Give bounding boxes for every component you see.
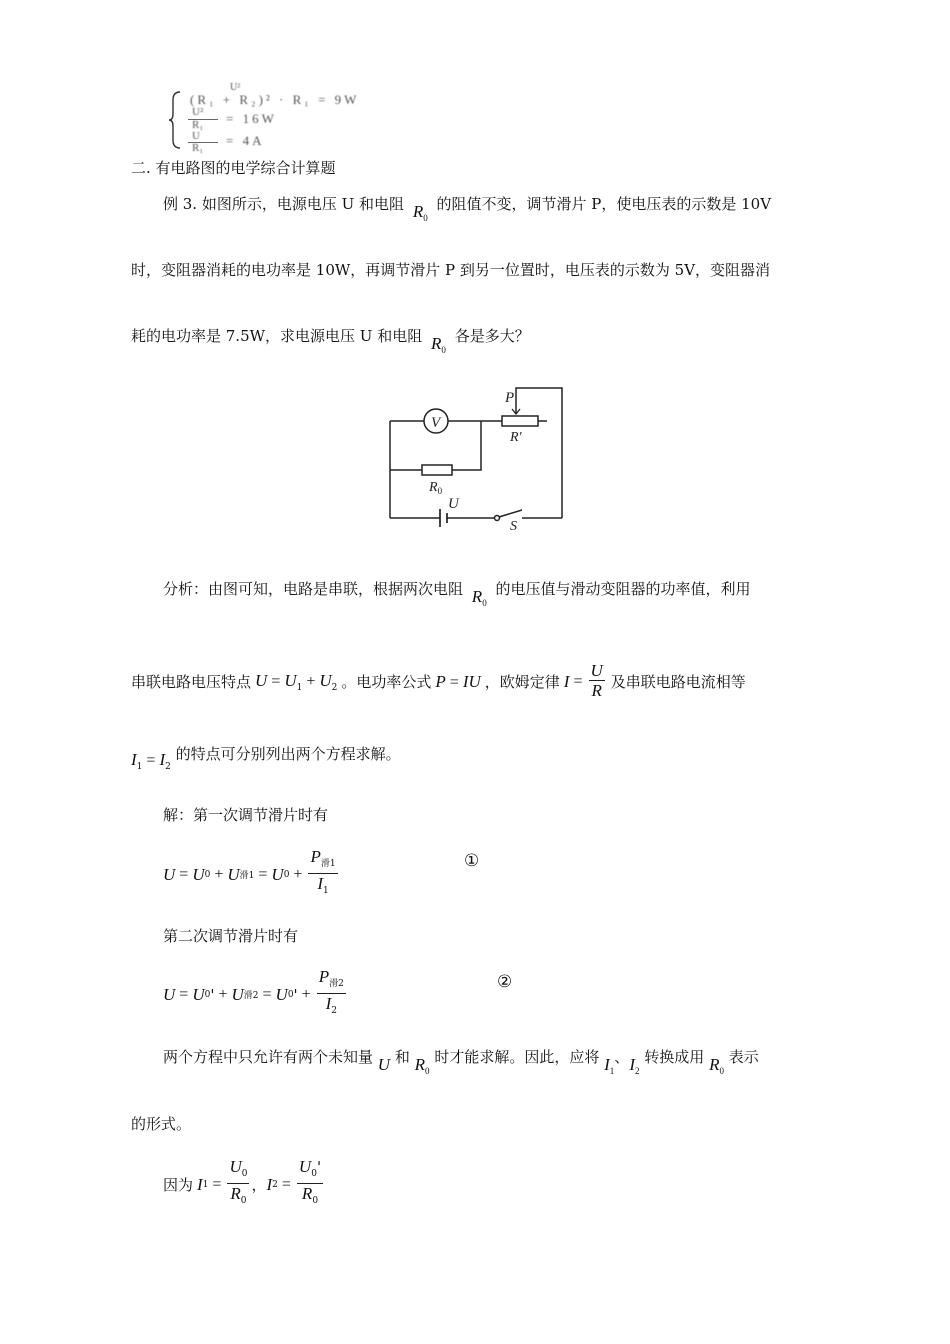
solution-second: 第二次调节滑片时有 — [163, 927, 299, 945]
resistor-R0-icon — [422, 465, 452, 475]
example-line-1 — [163, 193, 772, 223]
section-heading: 二. 有电路图的电学综合计算题 — [131, 159, 336, 177]
form-line: 的形式。 — [131, 1115, 192, 1133]
eq3-den: R₁ — [192, 142, 204, 154]
formula-current-equal: $I_1 = I_2$ — [131, 750, 171, 772]
var-R0: $R_0$ — [431, 334, 446, 355]
analysis-text-2d: 及串联电路电流相等 — [610, 673, 746, 691]
analysis-text-2c: ，欧姆定律 — [484, 673, 560, 691]
label-U: U — [448, 496, 459, 512]
analysis-text-2a: 串联电路电压特点 — [131, 673, 252, 691]
circuit-diagram — [382, 383, 582, 533]
var-R0: $R_0$ — [412, 202, 428, 223]
analysis-line-3 — [131, 743, 401, 772]
example-line-2: 时，变阻器消耗的电功率是 10W，再调节滑片 P 到另一位置时，电压表的示数为 5V，变阻器消 — [131, 261, 771, 279]
wire-mid-right — [452, 421, 481, 470]
analysis-text-3: 的特点可分别列出两个方程求解。 — [175, 745, 401, 763]
eq2-num: U² — [192, 106, 204, 118]
analysis-text-1a: 分析：由图可知，电路是串联，根据两次电阻 — [163, 580, 464, 598]
label-V: V — [431, 415, 441, 431]
equation-2: U = U 0 ' + U 滑2 = U 0 ' + $\frac{P_{滑2}}{I_2}$ — [163, 967, 344, 1016]
switch-icon — [495, 516, 500, 521]
example-text-1b: 的阻值不变，调节滑片 P，使电压表的示数是 10V — [436, 195, 772, 213]
eq2-den: R₁ — [192, 119, 204, 131]
rheostat-icon — [502, 416, 538, 426]
equation-1: U = U 0 + U 滑1 = U 0 + $\frac{P_{滑1}}{I_1}$ — [163, 847, 336, 896]
example-line-3 — [131, 325, 530, 355]
wire-slider-top — [516, 388, 562, 518]
label-R0: $R_0$ — [429, 480, 443, 496]
eq1-sup: U² — [230, 82, 241, 93]
formula-power: P = IU — [435, 671, 481, 691]
formula-series-voltage: $U = U_1 + U_2$ — [255, 670, 338, 693]
solution-intro: 解：第一次调节滑片时有 — [163, 806, 329, 824]
label-Rprime: R' — [510, 430, 522, 445]
example-text-1a: 例 3. 如图所示，电源电压 U 和电阻 — [163, 195, 405, 213]
marker-2: ② — [497, 972, 513, 992]
eq1: (R₁ + R₂)² · R₁ = 9W — [190, 92, 360, 107]
eq2-rhs: = 16W — [226, 111, 277, 126]
formula-ohm: I = $\frac{U}{R}$ — [563, 661, 603, 700]
brace-icon — [168, 90, 182, 150]
label-S: S — [510, 519, 517, 533]
analysis-line-1 — [163, 578, 751, 608]
marker-1: ① — [464, 851, 480, 871]
example-text-3b: 各是多大？ — [454, 327, 530, 345]
analysis-text-1b: 的电压值与滑动变阻器的功率值，利用 — [495, 580, 751, 598]
battery-icon — [440, 509, 447, 527]
analysis-text-2b: 。电功率公式 — [341, 673, 432, 691]
label-P: P — [505, 390, 515, 406]
equation-system-top — [168, 82, 508, 154]
eq3-rhs: = 4A — [226, 133, 265, 148]
unknowns-line: 两个方程中只允许有两个未知量 U 和 $R_0$ 时才能求解。因此，应将 $I_1$、$I_2$ 转换成用 $R_0$ 表示 — [163, 1048, 759, 1076]
example-text-3a: 耗的电功率是 7.5W，求电源电压 U 和电阻 — [131, 327, 423, 345]
var-R0: $R_0$ — [471, 587, 487, 608]
analysis-line-2 — [131, 662, 746, 701]
because-line: 因为 I 1 = $\frac{U_0}{R_0}$ ， I 2 = $\frac{U_0'}{R_0}$ — [163, 1157, 322, 1206]
eq3-num: U — [192, 130, 200, 142]
